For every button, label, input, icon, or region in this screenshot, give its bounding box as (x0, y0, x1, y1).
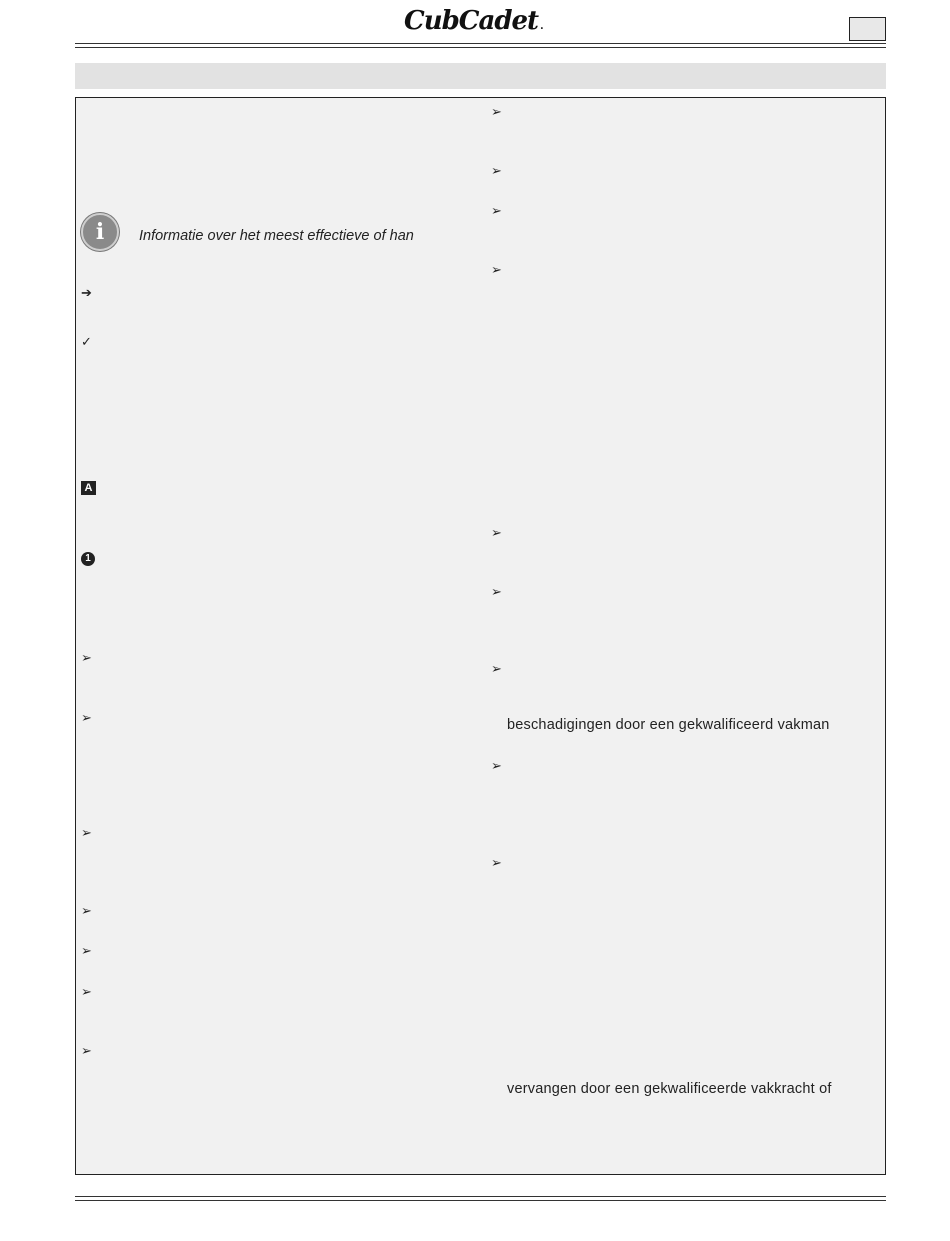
arrow-marker: ➔ (81, 285, 92, 300)
bullet-icon: ➢ (491, 855, 502, 870)
page-number-box (849, 17, 886, 41)
bullet-icon: ➢ (491, 525, 502, 540)
right-column-text-line: vervangen door een gekwalificeerde vakkracht of (507, 1081, 832, 1097)
bullet-icon: ➢ (491, 758, 502, 773)
right-column-text-line: beschadigingen door een gekwalificeerd vakman (507, 717, 830, 733)
brand-dot: . (540, 21, 543, 32)
bullet-icon: ➢ (81, 984, 92, 999)
bullet-icon: ➢ (491, 203, 502, 218)
info-icon: i (81, 213, 119, 251)
check-marker: ✓ (81, 334, 92, 349)
section-title-bar (75, 63, 886, 89)
content-box (75, 97, 886, 1175)
bullet-icon: ➢ (491, 262, 502, 277)
bullet-icon: ➢ (491, 163, 502, 178)
bullet-icon: ➢ (491, 584, 502, 599)
brand-name: CubCadet (404, 6, 539, 36)
bullet-icon: ➢ (491, 661, 502, 676)
figure-letter-badge: A (81, 481, 96, 495)
footer-rule-top (75, 1196, 886, 1197)
footer-rule-bottom (75, 1200, 886, 1201)
bullet-icon: ➢ (81, 825, 92, 840)
bullet-icon: ➢ (81, 710, 92, 725)
header-rule-top (75, 43, 886, 44)
header-rule-bottom (75, 47, 886, 48)
bullet-icon: ➢ (81, 943, 92, 958)
bullet-icon: ➢ (81, 650, 92, 665)
cub-cadet-logo (404, 6, 543, 36)
bullet-icon: ➢ (81, 1043, 92, 1058)
number-marker: 1 (81, 552, 95, 566)
info-note-text: Informatie over het meest effectieve of han (139, 228, 414, 244)
bullet-icon: ➢ (491, 104, 502, 119)
bullet-icon: ➢ (81, 903, 92, 918)
